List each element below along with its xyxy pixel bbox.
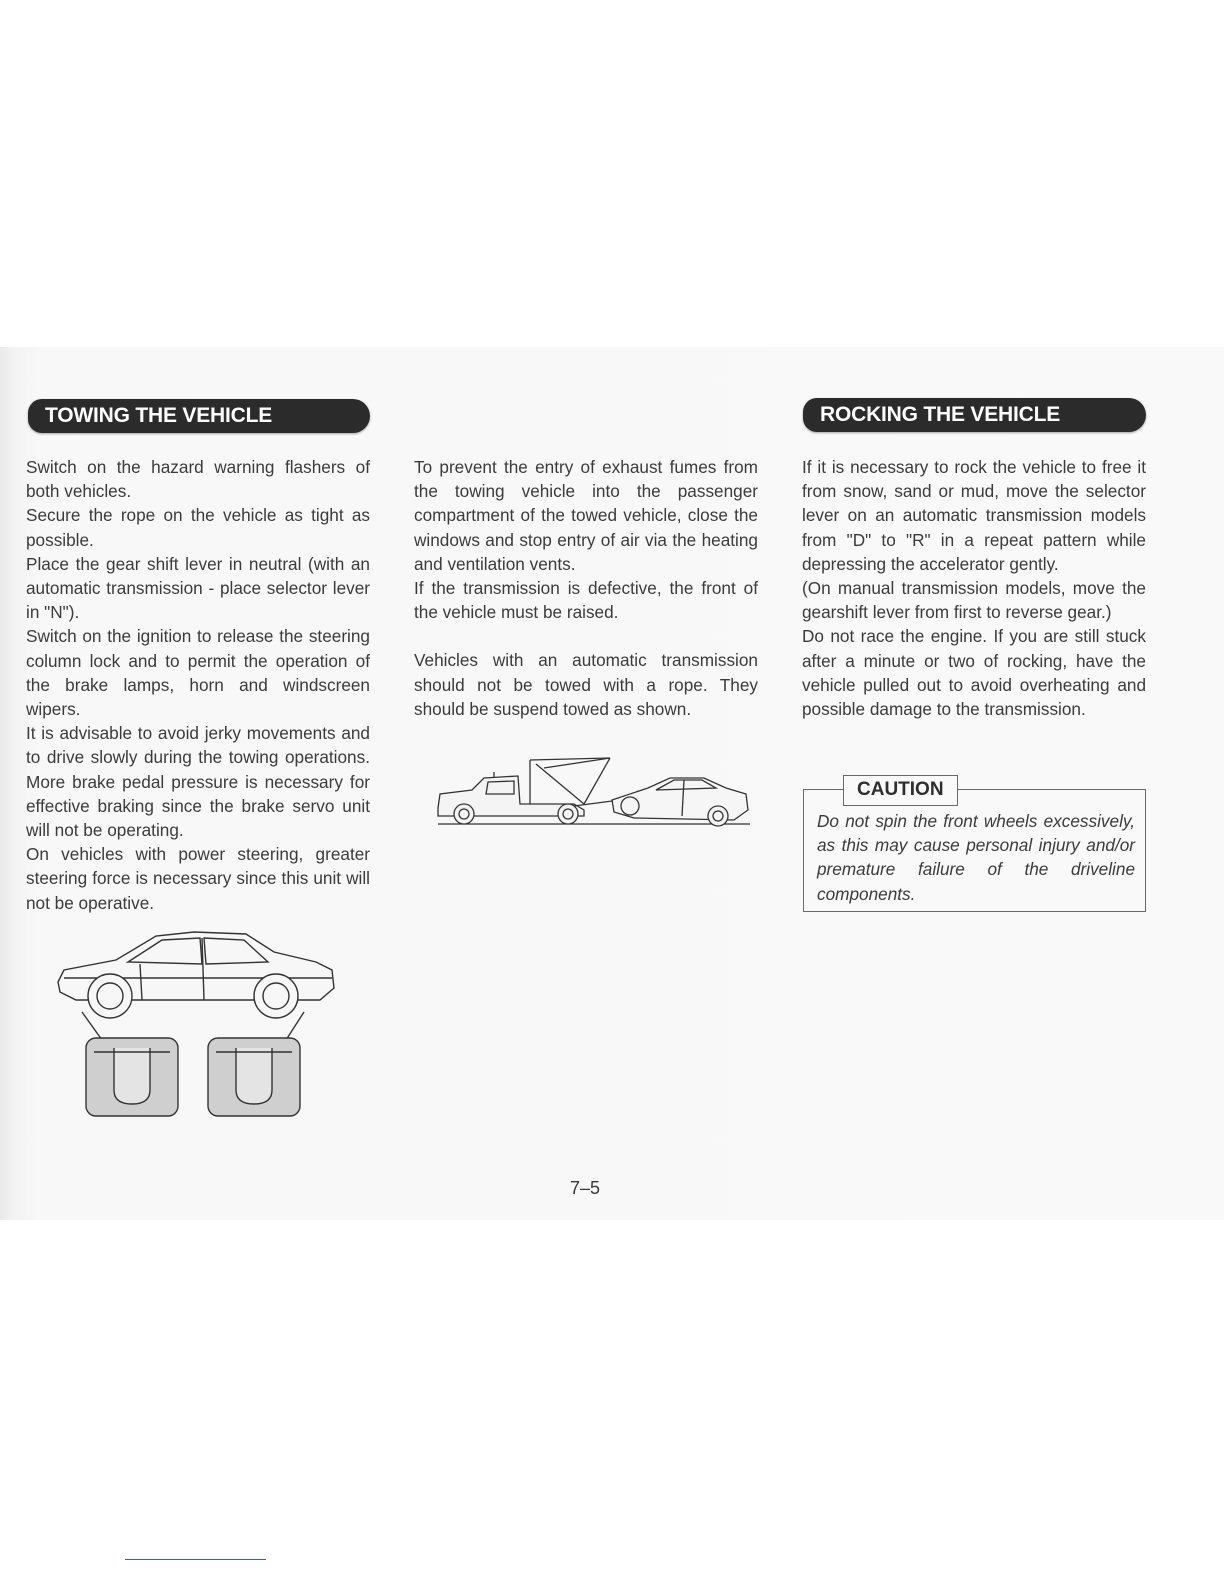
- towing-column-middle: [414, 455, 758, 721]
- caution-text: Do not spin the front wheels excessively, as this may cause personal injury and/or premature failure of the driveline components.: [817, 811, 1135, 904]
- paragraph: Switch on the hazard warning flashers of both vehicles.: [26, 457, 370, 502]
- caution-box: [803, 779, 1146, 912]
- towing-section-title: TOWING THE VEHICLE: [45, 404, 273, 427]
- paragraph: Secure the rope on the vehicle as tight as possible.: [26, 505, 370, 550]
- rocking-section-header: [803, 398, 1146, 432]
- paragraph: It is advisable to avoid jerky movements and to drive slowly during the towing operations. More brake pedal pressure is necessary for effective braking since the brake servo unit will not be operating.: [26, 723, 370, 841]
- paragraph: Do not race the engine. If you are still stuck after a minute or two of rocking, have the vehicle pulled out to avoid overheating and possible damage to the transmission.: [802, 626, 1146, 720]
- page-number: 7–5: [569, 1178, 601, 1198]
- tow-truck-illustration: [434, 754, 752, 830]
- paragraph: Vehicles with an automatic transmission should not be towed with a rope. They should be suspend towed as shown.: [414, 650, 758, 719]
- paragraph: To prevent the entry of exhaust fumes from the towing vehicle into the passenger compartment of the towed vehicle, close the windows and stop entry of air via the heating and ventilation vents.: [414, 457, 758, 574]
- paragraph: (On manual transmission models, move the gearshift lever from first to reverse gear.): [802, 578, 1146, 623]
- paragraph: Switch on the ignition to release the steering column lock and to permit the operation of the brake lamps, horn and windscreen wipers.: [26, 626, 370, 720]
- car-wheel-chocks-illustration: [54, 930, 338, 1120]
- paragraph: If it is necessary to rock the vehicle to free it from snow, sand or mud, move the selector lever on an automatic transmission models from "D" to "R" in a repeat pattern while depressing the accelerator gently.: [802, 457, 1146, 574]
- towing-column-left: [26, 455, 370, 915]
- rocking-section-title: ROCKING THE VEHICLE: [820, 403, 1061, 426]
- paragraph: Place the gear shift lever in neutral (with an automatic transmission - place selector lever in "N").: [26, 553, 370, 623]
- bottom-rule: [125, 1559, 266, 1560]
- rocking-column: [802, 455, 1146, 721]
- towing-section-header: [28, 399, 370, 433]
- paragraph: If the transmission is defective, the front of the vehicle must be raised.: [414, 578, 758, 623]
- paragraph: On vehicles with power steering, greater steering force is necessary since this unit will not be operative.: [26, 844, 370, 913]
- caution-label: CAUTION: [843, 775, 958, 806]
